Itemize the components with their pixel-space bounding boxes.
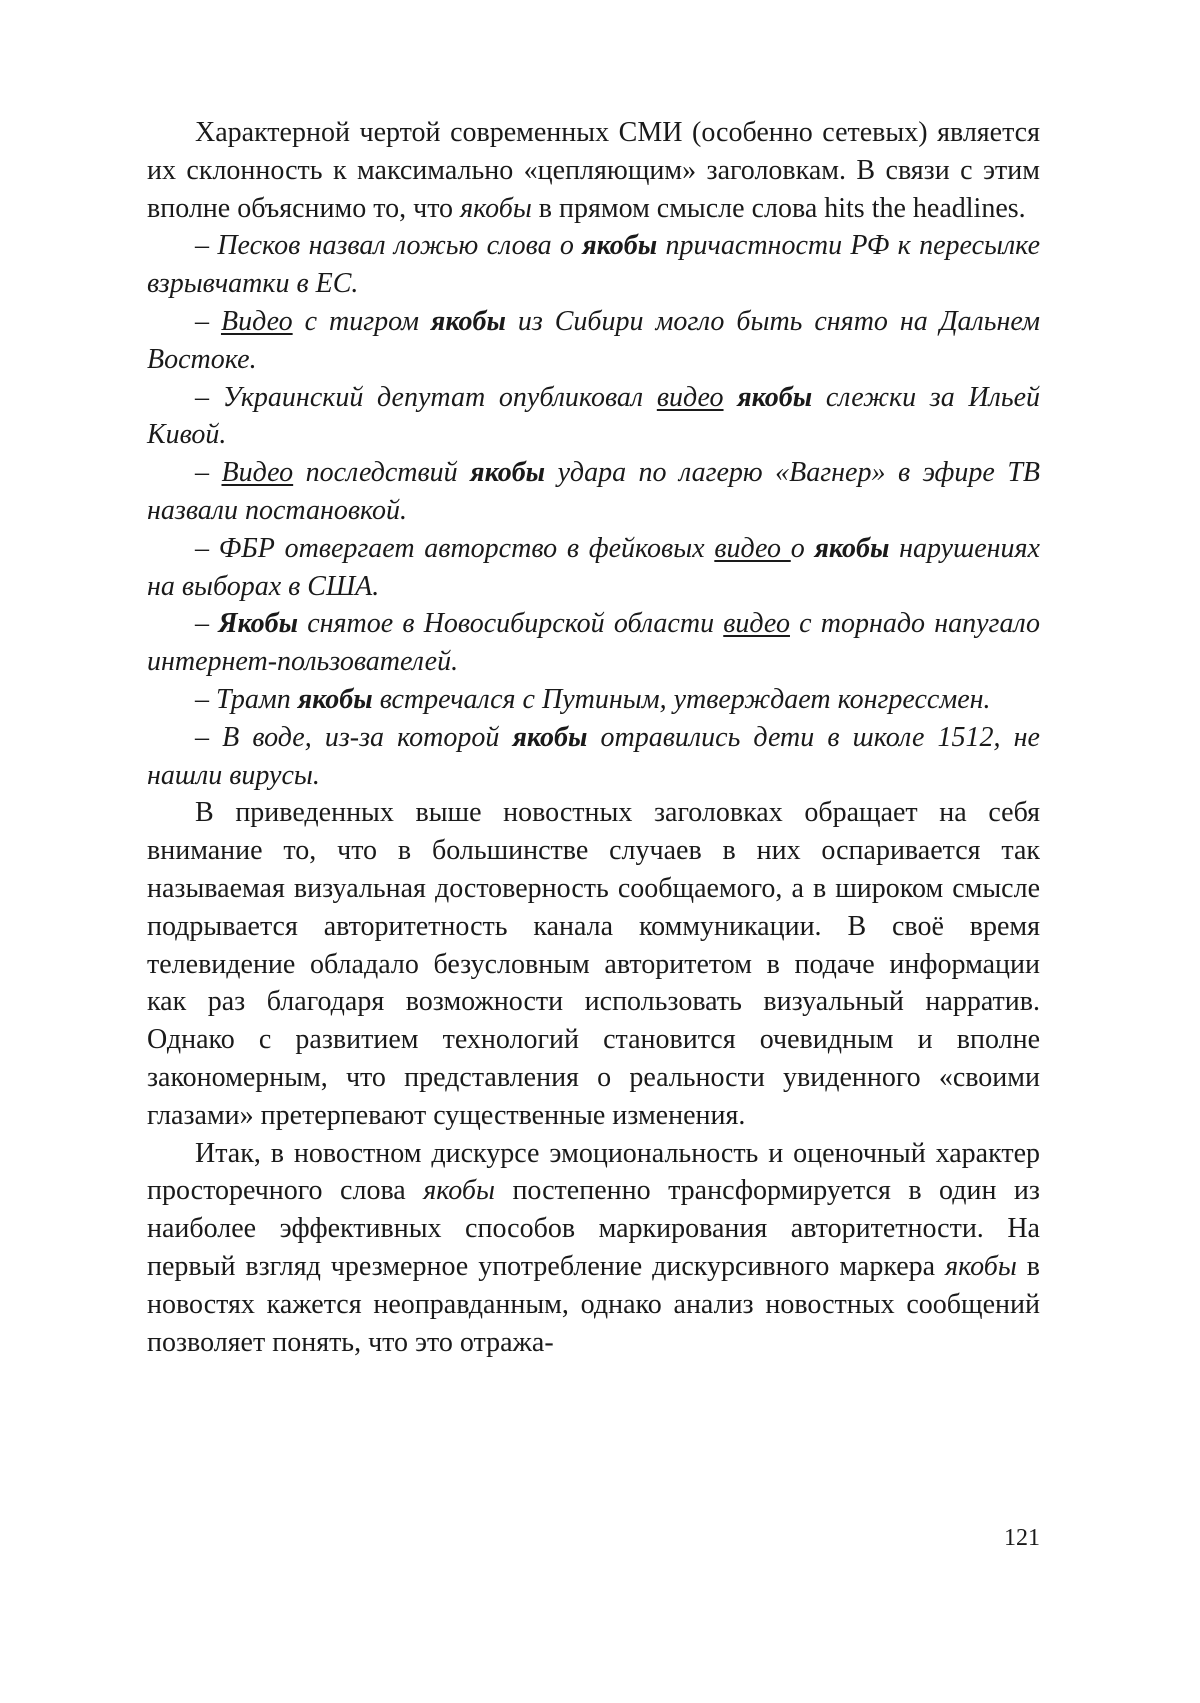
keyword-yakoby: якобы [431,306,506,337]
keyword-video: видео [714,533,790,564]
keyword-yakoby: якобы [470,457,545,488]
keyword-video: видео [723,608,790,639]
term-yakoby: якобы [945,1251,1017,1282]
page-number: 121 [990,1523,1040,1553]
term-yakoby: якобы [460,193,532,224]
conclusion-paragraph: Итак, в новостном дискурсе эмоциональность и оценочный характер просторечного слова якобы постепенно трансформируется в один из наиболее эффективных способов маркирования авторитетности. На первый взгляд чрезмерное употребление дискурсивного маркера якобы в новостях кажется неоправданным, однако анализ новостных сообщений позволяет понять, что это отража- [147,1135,1040,1362]
term-yakoby: якобы [423,1175,495,1206]
keyword-yakoby: Якобы [218,608,298,639]
headline-example: – В воде, из-за которой якобы отравились дети в школе 1512, не нашли вирусы. [147,719,1040,795]
keyword-video: Видео [221,306,293,337]
keyword-yakoby: якобы [512,722,587,753]
intro-paragraph: Характерной чертой современных СМИ (особенно сетевых) является их склонность к максимально «цепляющим» заголовкам. В связи с этим вполне объяснимо то, что якобы в прямом смысле слова hits the headlines. [147,114,1040,227]
keyword-yakoby: якобы [814,533,889,564]
keyword-video: Видео [221,457,293,488]
headline-example: – ФБР отвергает авторство в фейковых видео о якобы нарушениях на выборах в США. [147,530,1040,606]
analysis-paragraph: В приведенных выше новостных заголовках обращает на себя внимание то, что в большинстве случаев в них оспаривается так называемая визуальная достоверность сообщаемого, а в широком смысле подрывается авторитетность канала коммуникации. В своё время телевидение обладало безусловным авторитетом в подаче информации как раз благодаря возможности использовать визуальный нарратив. Однако с развитием технологий становится очевидным и вполне закономерным, что представления о реальности увиденного «своими глазами» претерпевают существенные изменения. [147,794,1040,1134]
headline-example: – Якобы снятое в Новосибирской области видео с торнадо напугало интернет-пользователей. [147,605,1040,681]
body-text [147,114,1040,1361]
headline-example: – Трамп якобы встречался с Путиным, утверждает конгрессмен. [147,681,1040,719]
headline-example: – Украинский депутат опубликовал видео якобы слежки за Ильей Кивой. [147,379,1040,455]
headline-example: – Видео с тигром якобы из Сибири могло быть снято на Дальнем Востоке. [147,303,1040,379]
book-page [0,0,1200,1703]
keyword-yakoby: якобы [737,382,812,413]
keyword-yakoby: якобы [582,230,657,261]
headline-example: – Видео последствий якобы удара по лагерю «Вагнер» в эфире ТВ назвали постановкой. [147,454,1040,530]
headline-example: – Песков назвал ложью слова о якобы причастности РФ к пересылке взрывчатки в ЕС. [147,227,1040,303]
keyword-yakoby: якобы [298,684,373,715]
keyword-video: видео [657,382,724,413]
